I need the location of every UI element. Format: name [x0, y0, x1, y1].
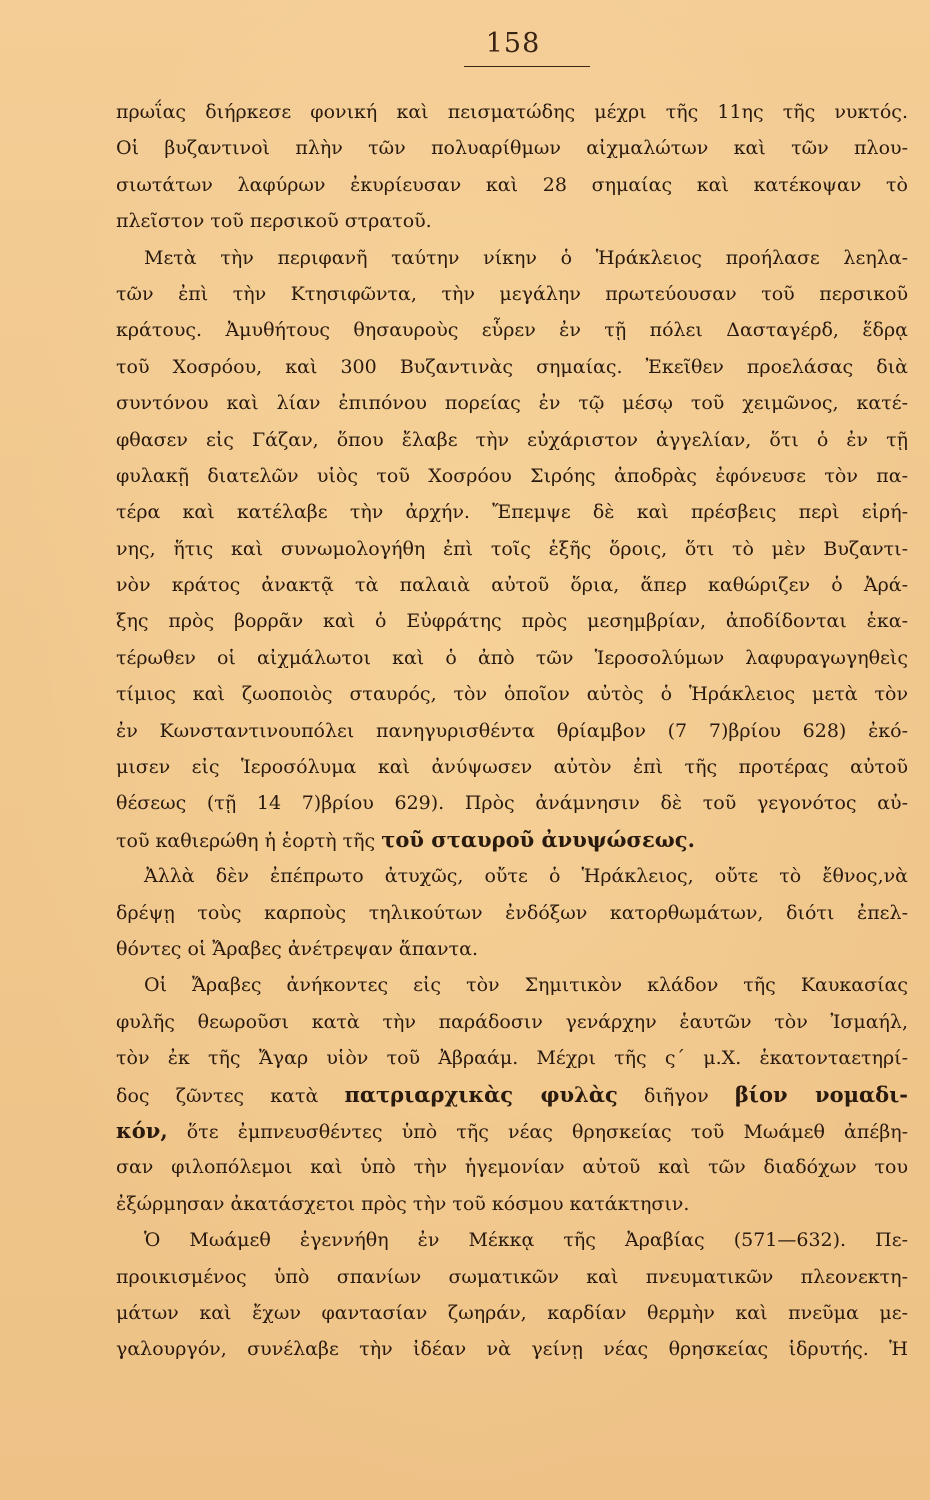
- text-line: [116, 385, 908, 421]
- body-text: [116, 94, 908, 1368]
- text-line: [116, 130, 908, 166]
- text-line: [116, 1222, 908, 1258]
- text-line: [116, 203, 908, 239]
- text-line: [116, 713, 908, 749]
- line-text: θέσεως (τῇ 14 7)βρίου 629). Πρὸς ἀνάμνησιν δὲ τοῦ γεγονότος αὐ-: [116, 792, 908, 815]
- line-text: νὸν κράτος ἀνακτᾷ τὰ παλαιὰ αὐτοῦ ὅρια, ἅπερ καθώριζεν ὁ Ἀρά-: [116, 574, 908, 597]
- text-line: [116, 858, 908, 894]
- text-line: [116, 1149, 908, 1185]
- line-text: πρωΐας διήρκεσε φονική καὶ πεισματώδης μέχρι τῆς 11ης τῆς νυκτός.: [116, 101, 908, 123]
- text-line: [116, 1113, 908, 1149]
- line-text: φυλῆς θεωροῦσι κατὰ τὴν παράδοσιν γενάρχην ἑαυτῶν τὸν Ἰσμαήλ,: [116, 1010, 908, 1033]
- line-text: νης, ἥτις καὶ συνωμολογήθη ἐπὶ τοῖς ἑξῆς ὅροις, ὅτι τὸ μὲν Βυζαντι-: [116, 537, 908, 560]
- text-line: [116, 94, 908, 130]
- text-line: [116, 349, 908, 385]
- text-line: [116, 1077, 908, 1113]
- line-text: φθασεν εἰς Γάζαν, ὅπου ἔλαβε τὴν εὐχάριστον ἀγγελίαν, ὅτι ὁ ἐν τῇ: [116, 428, 908, 451]
- text-line: [116, 967, 908, 1003]
- text-line: [116, 931, 908, 967]
- text-line: [116, 1259, 908, 1295]
- text-line: [116, 494, 908, 530]
- line-text: ὅτε ἐμπνευσθέντες ὑπὸ τῆς νέας θρησκείας τοῦ Μωάμεθ ἀπέβη-: [167, 1120, 908, 1143]
- text-line: [116, 422, 908, 458]
- emphasized-text: κόν,: [116, 1117, 168, 1143]
- emphasized-text: βίον νομαδι-: [734, 1081, 908, 1107]
- text-line: [116, 749, 908, 785]
- text-line: [116, 1040, 908, 1076]
- text-line: [116, 895, 908, 931]
- text-line: [116, 312, 908, 348]
- line-text: γαλουργόν, συνέλαβε τὴν ἰδέαν νὰ γείνῃ νέας θρησκείας ἱδρυτής. Ἡ: [116, 1338, 908, 1361]
- text-line: [116, 1331, 908, 1367]
- line-text: τοῦ καθιερώθη ἡ ἑορτὴ τῆς: [116, 829, 382, 852]
- text-line: [116, 1295, 908, 1331]
- line-text: φυλακῇ διατελῶν υἱὸς τοῦ Χοσρόου Σιρόης ἀποδρὰς ἐφόνευσε τὸν πα-: [116, 464, 908, 487]
- line-text: Μετὰ τὴν περιφανῆ ταύτην νίκην ὁ Ἡράκλειος προήλασε λεηλα-: [144, 246, 908, 269]
- text-line: [116, 603, 908, 639]
- line-text: μάτων καὶ ἔχων φαντασίαν ζωηράν, καρδίαν θερμὴν καὶ πνεῦμα με-: [116, 1301, 908, 1324]
- line-text: Ἀλλὰ δὲν ἐπέπρωτο ἀτυχῶς, οὔτε ὁ Ἡράκλειος, οὔτε τὸ ἔθνος,νὰ: [144, 865, 908, 888]
- text-line: [116, 822, 908, 858]
- line-text: ἐξώρμησαν ἀκατάσχετοι πρὸς τὴν τοῦ κόσμου κατάκτησιν.: [116, 1192, 690, 1215]
- text-line: [116, 458, 908, 494]
- line-text: Οἱ Ἄραβες ἀνήκοντες εἰς τὸν Σημιτικὸν κλάδον τῆς Καυκασίας: [144, 974, 908, 997]
- text-line: [116, 531, 908, 567]
- line-text: δος ζῶντες κατὰ: [116, 1084, 345, 1107]
- line-text: προικισμένος ὑπὸ σπανίων σωματικῶν καὶ πνευματικῶν πλεονεκτη-: [116, 1265, 908, 1288]
- line-text: Οἱ βυζαντινοὶ πλὴν τῶν πολυαρίθμων αἰχμαλώτων καὶ τῶν πλου-: [116, 137, 908, 160]
- emphasized-text: τοῦ σταυροῦ ἀνυψώσεως.: [381, 826, 695, 852]
- line-text: σαν φιλοπόλεμοι καὶ ὑπὸ τὴν ἡγεμονίαν αὐτοῦ καὶ τῶν διαδόχων του: [116, 1156, 908, 1179]
- text-line: [116, 240, 908, 276]
- line-text: τέρωθεν οἱ αἰχμάλωτοι καὶ ὁ ἀπὸ τῶν Ἱεροσολύμων λαφυραγωγηθεὶς: [116, 646, 908, 669]
- line-text: δρέψῃ τοὺς καρποὺς τηλικούτων ἐνδόξων κατορθωμάτων, διότι ἐπελ-: [116, 901, 908, 924]
- line-text: κράτους. Ἀμυθήτους θησαυροὺς εὗρεν ἐν τῇ πόλει Δασταγέρδ, ἕδρᾳ: [116, 319, 908, 342]
- page-number: 158: [485, 28, 541, 59]
- text-line: [116, 1186, 908, 1222]
- text-line: [116, 567, 908, 603]
- line-text: τῶν ἐπὶ τὴν Κτησιφῶντα, τὴν μεγάλην πρωτεύουσαν τοῦ περσικοῦ: [116, 282, 908, 305]
- line-text: συντόνου καὶ λίαν ἐπιπόνου πορείας ἐν τῷ μέσῳ τοῦ χειμῶνος, κατέ-: [116, 392, 908, 415]
- line-text: τέρα καὶ κατέλαβε τὴν ἀρχήν. Ἔπεμψε δὲ καὶ πρέσβεις περὶ εἰρή-: [116, 501, 908, 524]
- line-text: ἐν Κωνσταντινουπόλει πανηγυρισθέντα θρίαμβον (7 7)βρίου 628) ἐκό-: [116, 719, 908, 742]
- line-text: θόντες οἱ Ἄραβες ἀνέτρεψαν ἅπαντα.: [116, 937, 478, 960]
- header-rule: [464, 66, 590, 67]
- line-text: πλεῖστον τοῦ περσικοῦ στρατοῦ.: [116, 210, 432, 233]
- line-text: μισεν εἰς Ἱεροσόλυμα καὶ ἀνύψωσεν αὐτὸν ἐπὶ τῆς προτέρας αὐτοῦ: [116, 756, 908, 779]
- line-text: τοῦ Χοσρόου, καὶ 300 Βυζαντινὰς σημαίας. Ἐκεῖθεν προελάσας διὰ: [116, 355, 908, 378]
- line-text: τίμιος καὶ ζωοποιὸς σταυρός, τὸν ὁποῖον αὐτὸς ὁ Ἡράκλειος μετὰ τὸν: [116, 683, 908, 706]
- text-line: [116, 276, 908, 312]
- text-line: [116, 676, 908, 712]
- line-text: ξης πρὸς βορρᾶν καὶ ὁ Εὐφράτης πρὸς μεσημβρίαν, ἀποδίδονται ἑκα-: [116, 610, 908, 633]
- emphasized-text: πατριαρχικὰς φυλὰς: [344, 1081, 618, 1107]
- text-line: [116, 167, 908, 203]
- line-text: σιωτάτων λαφύρων ἐκυρίευσαν καὶ 28 σημαίας καὶ κατέκοψαν τὸ: [116, 173, 908, 196]
- line-text: διῆγον: [617, 1084, 735, 1107]
- line-text: Ὁ Μωάμεθ ἐγεννήθη ἐν Μέκκᾳ τῆς Ἀραβίας (571—632). Πε-: [144, 1229, 908, 1252]
- text-line: [116, 640, 908, 676]
- line-text: τὸν ἐκ τῆς Ἄγαρ υἱὸν τοῦ Ἀβραάμ. Μέχρι τῆς ς΄ μ.Χ. ἑκατονταετηρί-: [116, 1047, 908, 1070]
- text-line: [116, 785, 908, 821]
- text-line: [116, 1004, 908, 1040]
